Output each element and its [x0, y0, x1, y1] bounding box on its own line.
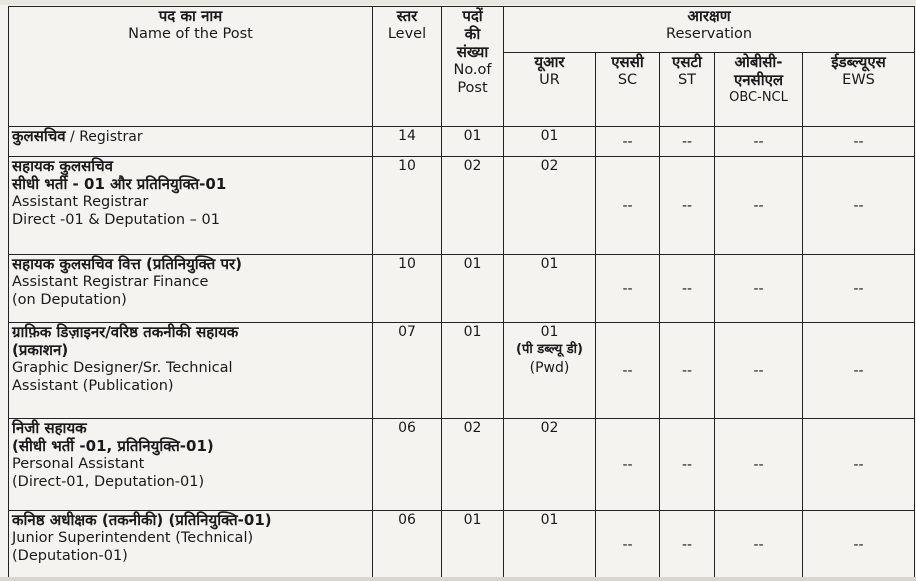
- header-reservation-en: Reservation: [666, 26, 753, 42]
- level-cell: 10: [373, 157, 442, 255]
- post-name-en: Assistant Registrar Finance: [12, 274, 209, 290]
- header-num-hi3: संख्या: [456, 43, 489, 61]
- st-cell: --: [660, 419, 715, 511]
- ur-count: 01: [540, 324, 559, 340]
- ur-cell: 01: [504, 511, 596, 579]
- post-name-en-2: (on Deputation): [12, 292, 127, 308]
- header-obc-en: OBC-NCL: [729, 90, 788, 105]
- header-level-en: Level: [387, 26, 427, 42]
- table-row: [9, 323, 915, 419]
- post-name-en: Junior Superintendent (Technical): [12, 530, 254, 546]
- sc-cell: --: [596, 157, 660, 255]
- ur-pwd-en: (Pwd): [529, 360, 570, 376]
- ews-cell: --: [803, 419, 915, 511]
- post-name-cell: [9, 323, 373, 419]
- ews-cell: --: [803, 127, 915, 157]
- table-row: [9, 419, 915, 511]
- level-cell: 06: [373, 511, 442, 579]
- header-ews-en: EWS: [842, 72, 875, 88]
- post-name-hi: ग्राफ़िक डिज़ाइनर/वरिष्ठ तकनीकी सहायक: [12, 323, 239, 341]
- ews-cell: --: [803, 511, 915, 579]
- header-st: [660, 53, 715, 127]
- post-name-en: Assistant Registrar: [12, 194, 149, 210]
- posts-reservation-table: [8, 6, 915, 579]
- post-name-hi-2: (सीधी भर्ती -01, प्रतिनियुक्ति-01): [12, 437, 214, 455]
- sc-cell: --: [596, 419, 660, 511]
- level-cell: 06: [373, 419, 442, 511]
- ews-cell: --: [803, 323, 915, 419]
- page-top-edge: [0, 0, 916, 5]
- table-row: [9, 127, 915, 157]
- post-name-cell: [9, 255, 373, 323]
- header-obc-hi2: एनसीएल: [733, 71, 784, 89]
- header-reservation: [504, 7, 915, 53]
- table-row: [9, 511, 915, 579]
- ur-cell: 02: [504, 157, 596, 255]
- st-cell: --: [660, 511, 715, 579]
- level-cell: 14: [373, 127, 442, 157]
- sc-cell: --: [596, 511, 660, 579]
- table-row: [9, 157, 915, 255]
- level-cell: 10: [373, 255, 442, 323]
- post-name-en-2: (Direct-01, Deputation-01): [12, 474, 205, 490]
- post-name-hi: कनिष्ठ अधीक्षक (तकनीकी) (प्रतिनियुक्ति-01): [12, 511, 272, 529]
- st-cell: --: [660, 127, 715, 157]
- ur-cell: 01: [504, 127, 596, 157]
- obc-cell: --: [715, 511, 803, 579]
- obc-cell: --: [715, 323, 803, 419]
- post-name-cell: [9, 157, 373, 255]
- header-ur-hi: यूआर: [534, 53, 565, 71]
- header-number-of-posts: [442, 7, 504, 127]
- st-cell: --: [660, 323, 715, 419]
- ur-cell: 02: [504, 419, 596, 511]
- header-obc-hi1: ओबीसी-: [734, 53, 783, 71]
- post-name-hi: कुलसचिव: [12, 127, 66, 145]
- obc-cell: --: [715, 157, 803, 255]
- num-posts-cell: 01: [442, 255, 504, 323]
- post-name-hi-2: सीधी भर्ती - 01 और प्रतिनियुक्ति-01: [12, 175, 227, 193]
- header-sc-en: SC: [617, 72, 638, 88]
- post-name-en: / Registrar: [65, 129, 143, 145]
- header-level-hi: स्तर: [396, 7, 418, 25]
- obc-cell: --: [715, 419, 803, 511]
- num-posts-cell: 01: [442, 511, 504, 579]
- st-cell: --: [660, 157, 715, 255]
- sc-cell: --: [596, 323, 660, 419]
- header-num-en2: Post: [457, 80, 488, 96]
- header-num-hi1: पदों: [462, 7, 483, 25]
- ur-pwd-hi: (पी डब्ल्यू डी): [516, 342, 583, 357]
- post-name-cell: [9, 127, 373, 157]
- num-posts-cell: 01: [442, 323, 504, 419]
- post-name-hi-2: (प्रकाशन): [12, 341, 69, 359]
- header-num-en1: No.of: [453, 62, 492, 78]
- header-ur-en: UR: [539, 72, 560, 88]
- post-name-en-2: Assistant (Publication): [12, 378, 174, 394]
- level-cell: 07: [373, 323, 442, 419]
- header-level: [373, 7, 442, 127]
- ews-cell: --: [803, 255, 915, 323]
- num-posts-cell: 01: [442, 127, 504, 157]
- st-cell: --: [660, 255, 715, 323]
- header-ews: [803, 53, 915, 127]
- header-post-hi: पद का नाम: [158, 7, 223, 25]
- obc-cell: --: [715, 255, 803, 323]
- post-name-en-2: (Deputation-01): [12, 548, 128, 564]
- header-reservation-hi: आरक्षण: [687, 7, 731, 25]
- ews-cell: --: [803, 157, 915, 255]
- header-sc: [596, 53, 660, 127]
- num-posts-cell: 02: [442, 157, 504, 255]
- header-ur: [504, 53, 596, 127]
- header-obc-ncl: [715, 53, 803, 127]
- header-st-en: ST: [677, 72, 697, 88]
- table-row: [9, 255, 915, 323]
- ur-cell: 01: [504, 255, 596, 323]
- obc-cell: --: [715, 127, 803, 157]
- num-posts-cell: 02: [442, 419, 504, 511]
- header-sc-hi: एससी: [611, 53, 644, 71]
- header-row-1: [9, 7, 915, 53]
- sc-cell: --: [596, 127, 660, 157]
- sc-cell: --: [596, 255, 660, 323]
- header-post-en: Name of the Post: [128, 26, 253, 42]
- post-name-cell: [9, 511, 373, 579]
- ur-cell: [504, 323, 596, 419]
- header-post-name: [9, 7, 373, 127]
- post-name-cell: [9, 419, 373, 511]
- header-ews-hi: ईडब्ल्यूएस: [831, 53, 886, 71]
- header-st-hi: एसटी: [672, 53, 702, 71]
- post-name-hi: सहायक कुलसचिव वित्त (प्रतिनियुक्ति पर): [12, 255, 242, 273]
- post-name-en: Personal Assistant: [12, 456, 145, 472]
- post-name-hi: निजी सहायक: [12, 419, 87, 437]
- post-name-hi: सहायक कुलसचिव: [12, 157, 114, 175]
- header-num-hi2: की: [464, 25, 481, 43]
- post-name-en-2: Direct -01 & Deputation – 01: [12, 212, 220, 228]
- page-bottom-edge: [0, 577, 916, 581]
- post-name-en: Graphic Designer/Sr. Technical: [12, 360, 233, 376]
